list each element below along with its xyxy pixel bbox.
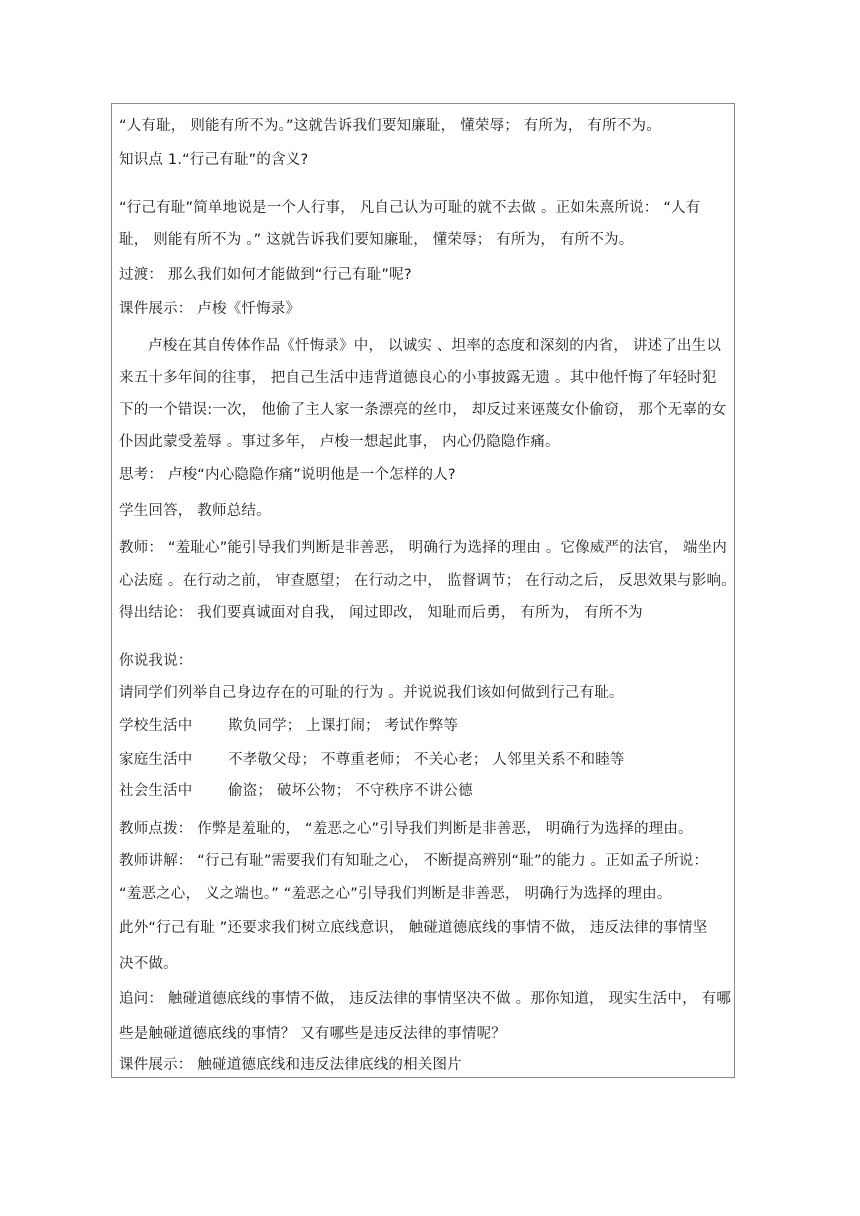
definition-paragraph-line: 耻， 则能有所不为 。” 这就告诉我们要知廉耻， 懂荣辱； 有所为， 有所不为。 [119,232,634,248]
activity-instruction: 请同学们列举自己身边存在的可耻的行为 。并说说我们该如何做到行己有耻。 [119,685,624,701]
teacher-paragraph-line: 教师： “羞耻心”能引导我们判断是非善恶， 明确行为选择的理由 。它像威严的法官， 端坐内 [119,540,727,556]
example-category: 学校生活中 [119,718,193,734]
example-items: 欺负同学； 上课打闹； 考试作弊等 [228,718,459,734]
definition-paragraph-line: “行己有耻”简单地说是一个人行事， 凡自己认为可耻的就不去做 。正如朱熹所说： “人有 [119,200,701,216]
rousseau-paragraph-line: 卢梭在其自传体作品《忏悔录》中， 以诚实 、坦率的态度和深刻的内省， 讲述了出生以 [148,338,722,354]
courseware-display-line: 课件展示： 触碰道德底线和违反法律底线的相关图片 [119,1057,462,1073]
teacher-paragraph-line: 心法庭 。在行动之前， 审查愿望； 在行动之中， 监督调节； 在行动之后， 反思效果与影响。 [119,573,736,589]
bottom-line-paragraph-line: 决不做。 [119,956,178,972]
teacher-explanation-line: 教师讲解： “行己有耻”需要我们有知耻之心， 不断提高辨别“耻”的能力 。正如孟子所说： [119,853,709,869]
follow-up-question-line: 些是触碰道德底线的事情？ 又有哪些是违反法律的事情呢？ [119,1026,507,1042]
teacher-guidance-line: 教师点拨： 作弊是羞耻的， “羞恶之心”引导我们判断是非善恶， 明确行为选择的理由。 [119,821,693,837]
thinking-question: 思考： 卢梭“内心隐隐作痛”说明他是一个怎样的人? [119,467,456,483]
rousseau-paragraph-line: 下的一个错误:一次， 他偷了主人家一条漂亮的丝巾， 却反过来诬蔑女仆偷窃， 那个无辜的女 [119,402,727,418]
follow-up-question-line: 追问： 触碰道德底线的事情不做， 违反法律的事情坚决不做 。那你知道， 现实生活中， 有哪 [119,991,732,1007]
bottom-line-paragraph-line: 此外“行己有耻 ”还要求我们树立底线意识， 触碰道德底线的事情不做， 违反法律的事情坚 [119,920,708,936]
example-category: 家庭生活中 [119,752,193,768]
quote-line: “人有耻， 则能有所不为。”这就告诉我们要知廉耻， 懂荣辱； 有所为， 有所不为。 [119,118,661,134]
courseware-display-line: 课件展示： 卢梭《忏悔录》 [119,301,301,317]
activity-heading: 你说我说： [119,653,193,669]
rousseau-paragraph-line: 仆因此蒙受羞辱 。事过多年， 卢梭一想起此事， 内心仍隐隐作痛。 [119,434,560,450]
conclusion-line: 得出结论： 我们要真诚面对自我， 闻过即改， 知耻而后勇， 有所为， 有所不为 [119,605,643,621]
example-items: 偷盗； 破坏公物； 不守秩序不讲公德 [228,783,473,799]
rousseau-paragraph-line: 来五十多年间的往事， 把自己生活中违背道德良心的小事披露无遗 。其中他忏悔了年轻时犯 [119,370,717,386]
example-items: 不孝敬父母； 不尊重老师； 不关心老； 人邻里关系不和睦等 [228,752,625,768]
teacher-explanation-line: “羞恶之心， 义之端也。” “羞恶之心”引导我们判断是非善恶， 明确行为选择的理由。 [119,886,672,902]
example-category: 社会生活中 [119,783,193,799]
transition-line: 过渡： 那么我们如何才能做到“行己有耻”呢? [119,267,412,283]
knowledge-point-heading: 知识点 1.“行己有耻”的含义? [119,152,309,168]
student-answer-line: 学生回答， 教师总结。 [119,503,271,519]
